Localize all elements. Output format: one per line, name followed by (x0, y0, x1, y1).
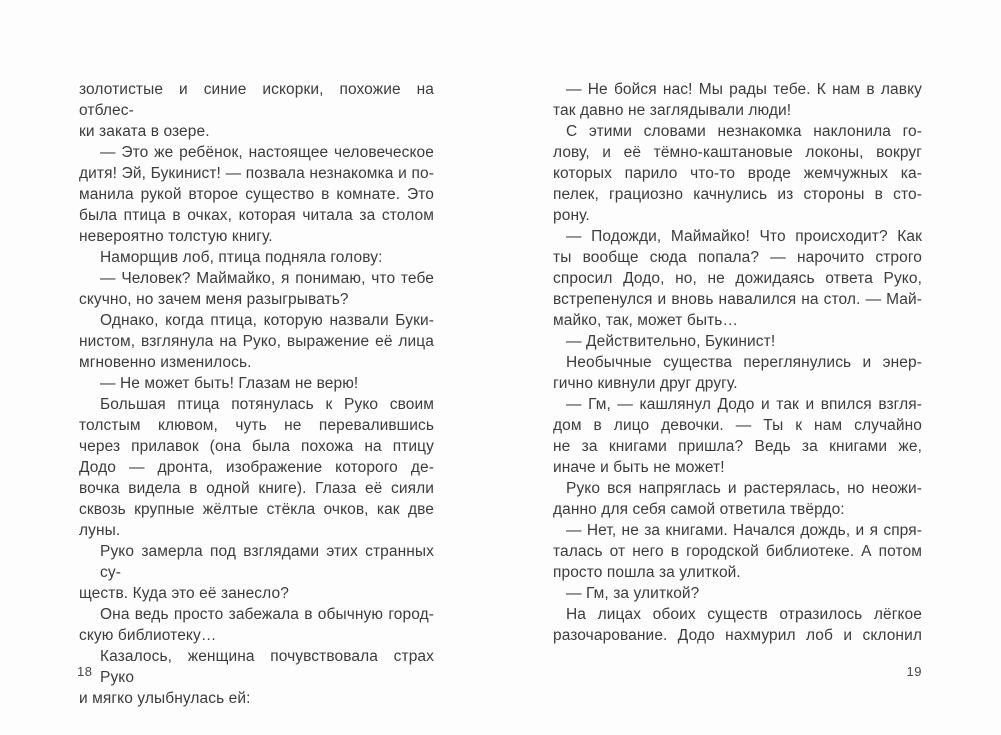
text-line: Наморщив лоб, птица подняла голову: (100, 249, 383, 266)
text-line: просто пошла за улиткой. (553, 564, 741, 581)
page-number-right: 19 (906, 664, 922, 679)
page-right (500, 0, 1001, 735)
page-left-text-column (79, 79, 434, 709)
text-line: Руко замерла под взглядами этих странных су- (100, 543, 434, 581)
text-line: рону. (553, 207, 590, 224)
text-line: разочарование. Додо нахмурил лоб и склонил (553, 627, 922, 644)
text-line: была птица в очках, которая читала за столом (79, 207, 434, 224)
page-right-text-column (553, 79, 922, 646)
page-left (0, 0, 500, 735)
text-line: Казалось, женщина почувствовала страх Руко (100, 648, 434, 686)
text-line: талась от него в городской библиотеке. А потом (553, 543, 922, 560)
text-line: ществ. Куда это её занесло? (79, 585, 289, 602)
text-line: — Не может быть! Глазам не верю! (100, 375, 359, 392)
text-line: пелек, грациозно качнулись из стороны в сто- (553, 186, 922, 203)
text-line: которых парило что-то вроде жемчужных ка- (553, 165, 922, 182)
text-line: Большая птица потянулась к Руко своим (100, 396, 434, 413)
text-line: иначе и быть не может! (553, 459, 725, 476)
text-line: гично кивнули друг другу. (553, 375, 738, 392)
text-line: — Нет, не за книгами. Начался дождь, и я спря- (566, 522, 922, 539)
text-line: — Действительно, Букинист! (566, 333, 776, 350)
text-line: — Не бойся нас! Мы рады тебе. К нам в лавку (566, 81, 922, 98)
text-line: встрепенулся и вновь навалился на стол. — Май- (553, 291, 922, 308)
text-line: Она ведь просто забежала в обычную город- (100, 606, 434, 623)
text-line: так давно не заглядывали люди! (553, 102, 792, 119)
text-line: — Подожди, Маймайко! Что происходит? Как (566, 228, 922, 245)
text-line: мгновенно изменилось. (79, 354, 252, 371)
text-line: Руко вся напряглась и растерялась, но неожи- (566, 480, 922, 497)
text-line: через прилавок (она была похожа на птицу (79, 438, 434, 455)
text-line: — Гм, — кашлянул Додо и так и впился взгля- (566, 396, 922, 413)
text-line: Однако, когда птица, которую назвали Буки- (100, 312, 434, 329)
page-number-left: 18 (77, 664, 93, 679)
text-line: толстым клювом, чуть не перевалившись (79, 417, 434, 434)
text-line: манила рукой второе существо в комнате. Это (79, 186, 434, 203)
text-line: ки заката в озере. (79, 123, 210, 140)
text-line: скую библиотеку… (79, 627, 217, 644)
text-line: майко, так, может быть… (553, 312, 739, 329)
text-line: — Человек? Маймайко, я понимаю, что тебе (100, 270, 434, 287)
text-line: данно для себя самой ответила твёрдо: (553, 501, 845, 518)
text-line: нистом, взглянула на Руко, выражение её лица (79, 333, 434, 350)
text-line: не за книгами пришла? Ведь за книгами же, (553, 438, 922, 455)
text-line: сквозь крупные жёлтые стёкла очков, как две (79, 501, 434, 518)
text-line: — Это же ребёнок, настоящее человеческое (100, 144, 434, 161)
text-line: На лицах обоих существ отразилось лёгкое (566, 606, 922, 623)
text-line: невероятно толстую книгу. (79, 228, 273, 245)
text-line: ты вообще сюда попала? — нарочито строго (553, 249, 922, 266)
text-line: — Гм, за улиткой? (566, 585, 700, 602)
text-line: скучно, но зачем меня разыгрывать? (79, 291, 349, 308)
text-line: вочка видела в одной книге). Глаза её сияли (79, 480, 434, 497)
text-line: дом в лицо девочки. — Ты к нам случайно (553, 417, 922, 434)
text-line: спросил Додо, но, не дожидаясь ответа Руко, (553, 270, 922, 287)
text-line: и мягко улыбнулась ей: (79, 690, 251, 707)
text-line: лову, и её тёмно-каштановые локоны, вокруг (553, 144, 922, 161)
text-line: С этими словами незнакомка наклонила го- (566, 123, 922, 140)
text-line: золотистые и синие искорки, похожие на отблес- (79, 81, 434, 119)
text-line: дитя! Эй, Букинист! — позвала незнакомка и по- (79, 165, 434, 182)
text-line: Необычные существа переглянулись и энер- (566, 354, 922, 371)
text-line: луны. (79, 522, 121, 539)
text-line: Додо — дронта, изображение которого де- (79, 459, 434, 476)
